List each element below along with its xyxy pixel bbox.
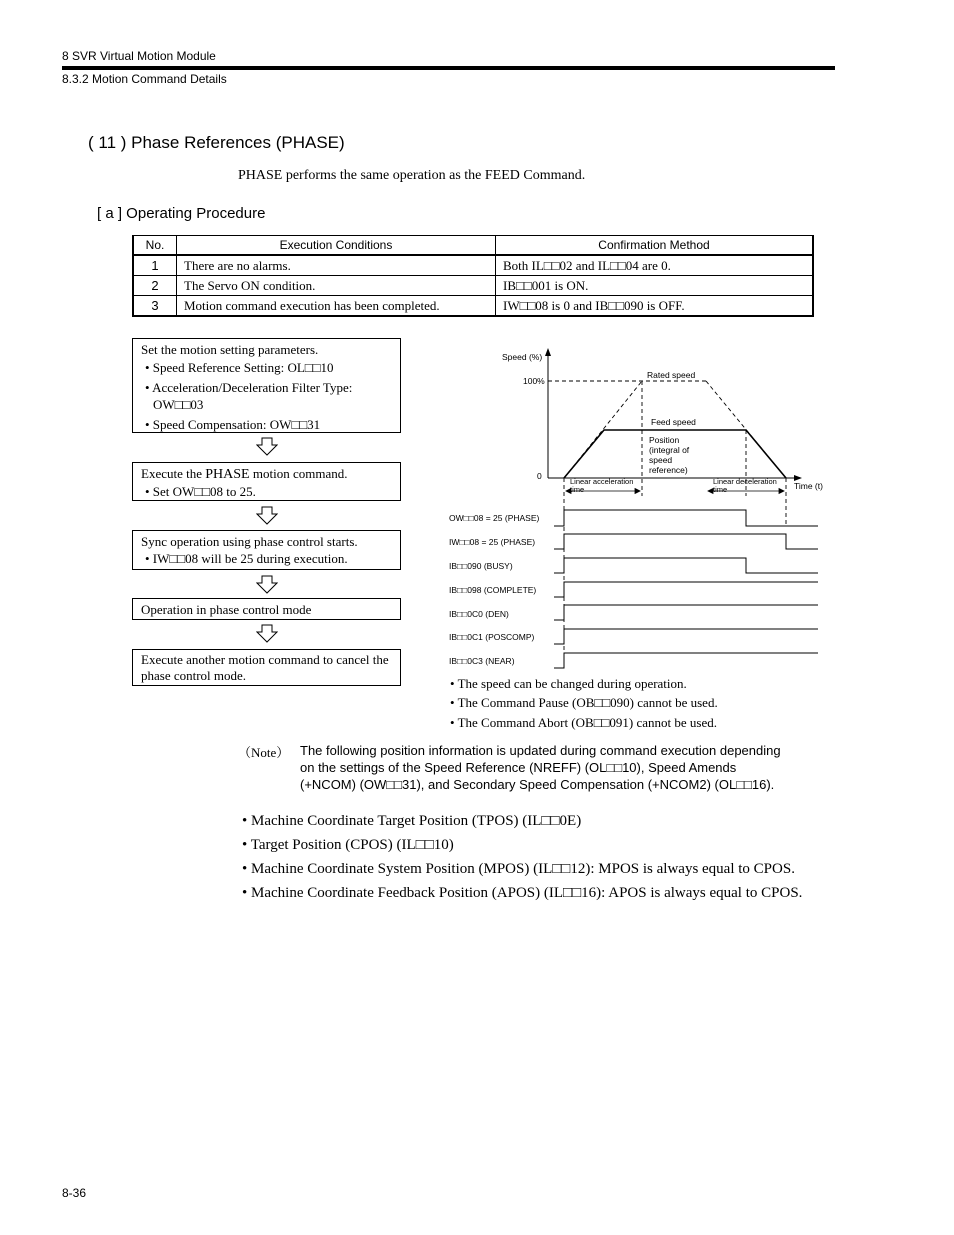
row-method: Both IL□□02 and IL□□04 are 0. (496, 255, 814, 276)
phase-command: PHASE (205, 467, 250, 482)
position-item: • Machine Coordinate Target Position (TPOS) (IL□□0E) (242, 813, 582, 829)
signal-label: IB□□0C1 (POSCOMP) (449, 632, 535, 642)
signal-label: IB□□098 (COMPLETE) (449, 585, 537, 595)
position-item: • Machine Coordinate System Position (MPOS) (IL□□12): MPOS is always equal to CPOS. (242, 861, 795, 877)
flow-bullet: • Acceleration/Deceleration Filter Type: (145, 380, 353, 395)
header-conditions: Execution Conditions (177, 236, 496, 256)
flow-bullet: • Set OW□□08 to 25. (145, 484, 256, 499)
signal-labels (449, 513, 540, 666)
graph-note: • The Command Abort (OB□□091) cannot be used. (450, 715, 717, 730)
note-text: The following position information is updated during command execution depending on the settings of the Speed Reference (NREFF) (OL□□10), Speed Amends (+NCOM) (OW□□31), and Secondary Speed Compensation (+NCOM2) (OL□□16). (300, 743, 781, 792)
speed-timing-diagram (440, 340, 825, 675)
x-axis-label: Time (t) (794, 481, 823, 491)
row-no: 1 (133, 255, 177, 276)
graph-note: • The speed can be changed during operation. (450, 676, 687, 691)
y-axis-label: Speed (%) (502, 352, 543, 362)
flow-step-title: Set the motion setting parameters. (141, 342, 319, 357)
row-method: IB□□001 is ON. (496, 276, 814, 296)
header-no: No. (133, 236, 177, 256)
lin-acc-label: Linear acceleration time (570, 477, 634, 494)
chapter-header: 8 SVR Virtual Motion Module (62, 49, 216, 63)
lin-dec-label: Linear deceleration time (713, 477, 777, 494)
down-arrow-icon (256, 437, 278, 457)
wave-busy (554, 558, 818, 573)
page-number: 8-36 (62, 1186, 87, 1200)
flow-step-title: Operation in phase control mode (141, 602, 312, 617)
flow-bullet-cont: OW□□03 (153, 397, 204, 412)
flow-step-set-parameters (132, 338, 401, 433)
position-item: • Target Position (CPOS) (IL□□10) (242, 837, 454, 853)
subsection-title: [ a ] Operating Procedure (97, 205, 266, 222)
signal-label: IW□□08 = 25 (PHASE) (449, 537, 536, 547)
header-rule (62, 66, 835, 70)
table-header-row (133, 236, 813, 256)
table-row (133, 296, 813, 317)
flow-step-title: Execute another motion command to cancel the phase control mode. (141, 652, 389, 683)
wave-iw08 (554, 534, 818, 549)
down-arrow-icon (256, 506, 278, 526)
row-no: 2 (133, 276, 177, 296)
wave-ow08 (554, 510, 818, 526)
signal-waveforms (554, 510, 818, 668)
flow-step-title: Sync operation using phase control starts. (141, 534, 358, 549)
wave-near (554, 653, 818, 668)
graph-note: • The Command Pause (OB□□090) cannot be used. (450, 695, 718, 710)
flow-bullet: • Speed Compensation: OW□□31 (145, 417, 321, 432)
row-condition: There are no alarms. (177, 255, 496, 276)
signal-label: IB□□0C0 (DEN) (449, 609, 509, 619)
position-item: • Machine Coordinate Feedback Position (APOS) (IL□□16): APOS is always equal to CPOS. (242, 885, 803, 901)
wave-complete (554, 582, 818, 597)
table-row (133, 255, 813, 276)
down-arrow-icon (256, 624, 278, 644)
wave-poscomp (554, 629, 818, 644)
intro-text: PHASE performs the same operation as the FEED Command. (238, 168, 586, 183)
position-label: Position (integral of speed reference) (649, 435, 690, 475)
flow-step-title: Execute the PHASE motion command. (141, 466, 348, 482)
signal-label: IB□□0C3 (NEAR) (449, 656, 515, 666)
down-arrow-icon (256, 575, 278, 595)
conditions-table (132, 235, 814, 317)
table-row (133, 276, 813, 296)
rated-speed-label: Rated speed (647, 370, 696, 380)
section-title: ( 11 ) Phase References (PHASE) (88, 133, 345, 152)
signal-label: IB□□090 (BUSY) (449, 561, 513, 571)
flow-step-execute-phase (132, 462, 401, 501)
row-method: IW□□08 is 0 and IB□□090 is OFF. (496, 296, 814, 317)
y-0-label: 0 (537, 471, 542, 481)
signal-label: OW□□08 = 25 (PHASE) (449, 513, 540, 523)
row-condition: Motion command execution has been completed. (177, 296, 496, 317)
header-method: Confirmation Method (496, 236, 814, 256)
flow-step-phase-mode (132, 598, 401, 620)
section-header: 8.3.2 Motion Command Details (62, 72, 227, 86)
note-label: （Note） (238, 745, 290, 760)
row-no: 3 (133, 296, 177, 317)
flow-step-cancel (132, 649, 401, 686)
flow-bullet: • Speed Reference Setting: OL□□10 (145, 360, 334, 375)
row-condition: The Servo ON condition. (177, 276, 496, 296)
flow-step-sync-start (132, 530, 401, 570)
y-100-label: 100% (523, 376, 545, 386)
flow-bullet: • IW□□08 will be 25 during execution. (145, 551, 348, 566)
wave-den (554, 605, 818, 620)
time-brackets (566, 489, 784, 494)
feed-speed-label: Feed speed (651, 417, 696, 427)
